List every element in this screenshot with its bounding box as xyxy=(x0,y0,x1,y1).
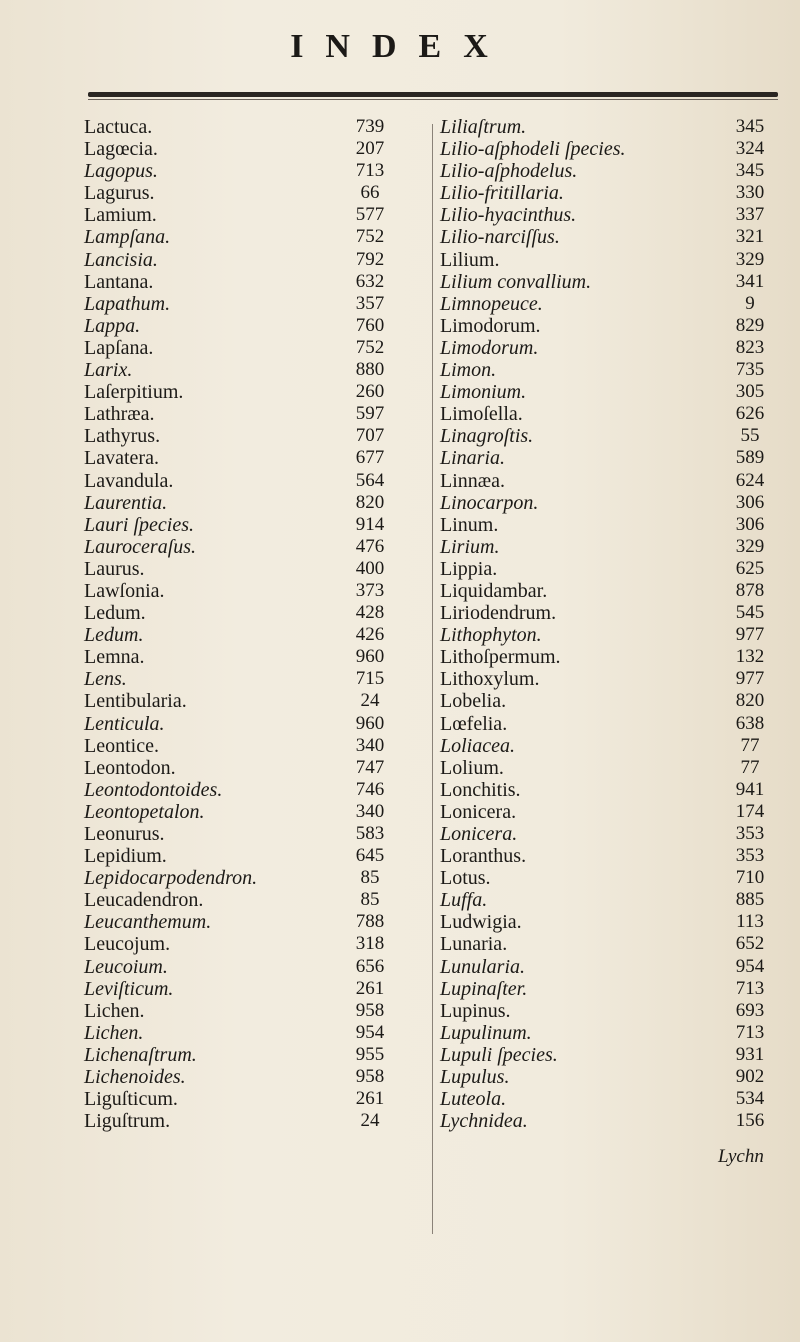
index-term: Lupulinum. xyxy=(440,1021,532,1044)
page-number: 792 xyxy=(355,248,385,270)
page-number: 583 xyxy=(355,823,385,844)
page-number: 713 xyxy=(735,977,765,999)
index-entry xyxy=(440,182,780,204)
index-entry xyxy=(84,1000,426,1022)
page-number: 330 xyxy=(735,182,765,204)
index-term: Leontopetalon. xyxy=(84,800,205,823)
index-term: Lichen. xyxy=(84,999,145,1022)
index-entry xyxy=(440,713,780,735)
index-term: Liriodendrum. xyxy=(440,602,557,625)
index-entry xyxy=(84,337,426,359)
index-term: Lappa. xyxy=(84,314,141,337)
index-entry xyxy=(84,271,426,293)
index-term: Lagopus. xyxy=(84,160,158,183)
index-term: Lilio-hyacinthus. xyxy=(440,204,577,227)
index-entry xyxy=(84,823,426,845)
index-term: Lauroceraſus. xyxy=(84,535,197,558)
page-number: 710 xyxy=(735,867,765,889)
page-number: 958 xyxy=(355,999,385,1021)
index-entry xyxy=(440,536,780,558)
page-number: 977 xyxy=(735,624,765,646)
index-term: Liguſtrum. xyxy=(84,1110,171,1133)
page-number: 305 xyxy=(735,381,765,403)
page-number: 747 xyxy=(355,756,385,778)
index-entry xyxy=(84,138,426,160)
index-entry xyxy=(440,1088,780,1110)
index-entry xyxy=(84,978,426,1000)
header-rule xyxy=(88,92,778,97)
index-term: Lemna. xyxy=(84,646,145,669)
index-entry xyxy=(84,779,426,801)
index-term: Lathyrus. xyxy=(84,425,161,448)
index-entry xyxy=(84,933,426,955)
index-entry xyxy=(84,735,426,757)
index-entry xyxy=(84,315,426,337)
page-number: 353 xyxy=(735,823,765,844)
index-term: Lirium. xyxy=(440,535,500,558)
index-term: Leontice. xyxy=(84,734,159,757)
page-number: 329 xyxy=(735,248,765,270)
index-entry xyxy=(440,558,780,580)
index-term: Loranthus. xyxy=(440,845,527,868)
index-entry xyxy=(84,1110,426,1132)
index-entry xyxy=(440,492,780,514)
index-term: Lichen. xyxy=(84,1021,144,1044)
page-number: 345 xyxy=(735,116,765,137)
page-number: 589 xyxy=(735,447,765,469)
index-entry xyxy=(440,226,780,248)
index-entry xyxy=(440,867,780,889)
index-term: Lawſonia. xyxy=(84,579,165,602)
index-term: Lonicera. xyxy=(440,800,517,823)
page-number: 113 xyxy=(736,911,764,933)
index-term: Lolium. xyxy=(440,756,504,779)
index-entry xyxy=(440,337,780,359)
page-number: 337 xyxy=(735,204,765,226)
page-number: 400 xyxy=(355,557,385,579)
index-entry xyxy=(84,1088,426,1110)
page-number: 9 xyxy=(745,292,755,314)
index-term: Lilium. xyxy=(440,248,500,271)
index-term: Lilio-narciſſus. xyxy=(440,226,560,249)
index-term: Loliacea. xyxy=(440,734,515,757)
index-term: Lentibularia. xyxy=(84,690,187,713)
page-number: 329 xyxy=(735,535,765,557)
page-number: 954 xyxy=(355,1021,385,1043)
index-term: Lepidium. xyxy=(84,845,167,868)
page-number: 823 xyxy=(735,336,765,358)
page-number: 931 xyxy=(735,1043,765,1065)
index-term: Linnæa. xyxy=(440,469,505,492)
page-number: 820 xyxy=(355,491,385,513)
page-number: 624 xyxy=(735,469,765,491)
page-number: 428 xyxy=(355,602,385,624)
index-term: Lantana. xyxy=(84,270,154,293)
page-number: 656 xyxy=(355,955,385,977)
index-term: Lathræa. xyxy=(84,403,155,426)
index-entry xyxy=(440,668,780,690)
index-entry xyxy=(84,1044,426,1066)
index-term: Lichenaſtrum. xyxy=(84,1043,197,1066)
page-number: 373 xyxy=(355,579,385,601)
page-number: 357 xyxy=(355,292,385,314)
index-entry xyxy=(440,624,780,646)
index-term: Limon. xyxy=(440,359,497,382)
index-term: Leucojum. xyxy=(84,933,171,956)
index-entry xyxy=(84,1022,426,1044)
page-number: 713 xyxy=(735,1021,765,1043)
index-entry xyxy=(84,558,426,580)
index-term: Lonchitis. xyxy=(440,778,521,801)
index-term: Limoſella. xyxy=(440,403,523,426)
index-entry xyxy=(440,160,780,182)
index-term: Ledum. xyxy=(84,624,144,647)
index-term: Leucanthemum. xyxy=(84,911,212,934)
page-number: 306 xyxy=(735,513,765,535)
index-term: Lithoſpermum. xyxy=(440,646,561,669)
index-entry xyxy=(440,116,780,138)
index-entry xyxy=(84,1066,426,1088)
index-term: Lithoxylum. xyxy=(440,668,540,691)
page-number: 760 xyxy=(355,314,385,336)
index-term: Lilium convallium. xyxy=(440,270,592,293)
page-number: 324 xyxy=(735,138,765,160)
index-entry xyxy=(84,690,426,712)
index-entry xyxy=(440,1066,780,1088)
page-number: 24 xyxy=(360,1110,380,1132)
index-entry xyxy=(440,447,780,469)
index-entry xyxy=(440,933,780,955)
index-entry xyxy=(84,646,426,668)
index-term: Lactuca. xyxy=(84,116,153,138)
index-term: Liguſticum. xyxy=(84,1088,178,1111)
index-term: Lithophyton. xyxy=(440,624,542,647)
index-entry xyxy=(440,911,780,933)
index-term: Limonium. xyxy=(440,381,527,404)
page-title: INDEX xyxy=(290,28,510,65)
page-number: 426 xyxy=(355,624,385,646)
index-term: Lilio-aſphodelus. xyxy=(440,160,578,183)
index-entry xyxy=(84,492,426,514)
index-entry xyxy=(84,116,426,138)
index-entry xyxy=(84,911,426,933)
index-entry xyxy=(84,447,426,469)
page-number: 788 xyxy=(355,911,385,933)
page-number: 652 xyxy=(735,933,765,955)
index-entry xyxy=(84,867,426,889)
page-number: 260 xyxy=(355,381,385,403)
page-number: 960 xyxy=(355,646,385,668)
page-number: 340 xyxy=(355,800,385,822)
page-number: 564 xyxy=(355,469,385,491)
page-number: 977 xyxy=(735,668,765,690)
index-term: Lupinus. xyxy=(440,999,511,1022)
index-term: Lotus. xyxy=(440,867,491,890)
index-term: Lampſana. xyxy=(84,226,171,249)
page-number: 340 xyxy=(355,734,385,756)
index-term: Lupuli ſpecies. xyxy=(440,1043,558,1066)
page-number: 545 xyxy=(735,602,765,624)
index-term: Larix. xyxy=(84,359,133,382)
index-term: Lonicera. xyxy=(440,823,518,845)
index-term: Lupulus. xyxy=(440,1066,510,1089)
index-entry xyxy=(440,646,780,668)
index-term: Ledum. xyxy=(84,602,146,625)
index-term: Laurus. xyxy=(84,557,145,580)
index-entry xyxy=(440,1000,780,1022)
index-term: Liquidambar. xyxy=(440,579,548,602)
page-number: 960 xyxy=(355,712,385,734)
index-term: Lunaria. xyxy=(440,933,508,956)
index-entry xyxy=(84,359,426,381)
index-entry xyxy=(84,249,426,271)
index-entry xyxy=(440,425,780,447)
index-term: Lauri ſpecies. xyxy=(84,513,194,536)
index-term: Luteola. xyxy=(440,1088,507,1111)
index-entry xyxy=(440,845,780,867)
page-number: 645 xyxy=(355,845,385,867)
page-number: 156 xyxy=(735,1110,765,1132)
index-entry xyxy=(84,668,426,690)
index-entry xyxy=(440,470,780,492)
index-term: Lippia. xyxy=(440,557,498,580)
index-term: Lapathum. xyxy=(84,292,171,315)
index-entry xyxy=(84,381,426,403)
index-entry xyxy=(84,580,426,602)
page-number: 707 xyxy=(355,425,385,447)
page-number: 24 xyxy=(360,690,380,712)
index-term: Leviſticum. xyxy=(84,977,174,1000)
index-entry xyxy=(440,580,780,602)
index-term: Linaria. xyxy=(440,447,506,470)
index-entry xyxy=(84,757,426,779)
index-entry xyxy=(84,226,426,248)
index-entry xyxy=(440,978,780,1000)
index-entry xyxy=(84,470,426,492)
index-term: Lepidocarpodendron. xyxy=(84,867,258,890)
index-term: Lavatera. xyxy=(84,447,159,470)
index-entry xyxy=(84,845,426,867)
index-entry xyxy=(440,823,780,845)
index-entry xyxy=(440,1110,780,1132)
index-entry xyxy=(84,602,426,624)
index-term: Linocarpon. xyxy=(440,491,539,514)
page-number: 941 xyxy=(735,778,765,800)
index-entry xyxy=(84,713,426,735)
index-term: Limodorum. xyxy=(440,314,541,337)
index-entry xyxy=(440,381,780,403)
page-number: 341 xyxy=(735,270,765,292)
index-term: Liliaſtrum. xyxy=(440,116,527,138)
page-number: 954 xyxy=(735,955,765,977)
index-entry xyxy=(84,182,426,204)
index-entry xyxy=(440,735,780,757)
page-number: 577 xyxy=(355,204,385,226)
index-entry xyxy=(440,779,780,801)
catchword: Lychn xyxy=(718,1146,764,1167)
index-entry xyxy=(440,359,780,381)
page-number: 715 xyxy=(355,668,385,690)
index-entry xyxy=(84,956,426,978)
page-number: 955 xyxy=(355,1043,385,1065)
page-number: 958 xyxy=(355,1066,385,1088)
index-term: Leontodon. xyxy=(84,756,176,779)
index-term: Leonurus. xyxy=(84,823,165,845)
index-entry xyxy=(84,536,426,558)
column-divider xyxy=(432,124,433,1234)
page-number: 752 xyxy=(355,226,385,248)
page-number: 677 xyxy=(355,447,385,469)
page-number: 638 xyxy=(735,712,765,734)
index-term: Lobelia. xyxy=(440,690,507,713)
page-number: 735 xyxy=(735,359,765,381)
index-entry xyxy=(440,514,780,536)
page-number: 174 xyxy=(735,800,765,822)
page-number: 752 xyxy=(355,336,385,358)
index-term: Laſerpitium. xyxy=(84,381,184,404)
index-term: Lenticula. xyxy=(84,712,165,735)
index-term: Lichenoides. xyxy=(84,1066,186,1089)
page-number: 55 xyxy=(740,425,760,447)
index-entry xyxy=(440,271,780,293)
page-number: 880 xyxy=(355,359,385,381)
index-entry xyxy=(440,602,780,624)
page-number: 625 xyxy=(735,557,765,579)
index-term: Lancisia. xyxy=(84,248,158,271)
index-term: Lupinaſter. xyxy=(440,977,528,1000)
page-number: 321 xyxy=(735,226,765,248)
index-term: Lamium. xyxy=(84,204,157,227)
index-term: Laurentia. xyxy=(84,491,168,514)
page-number: 713 xyxy=(355,160,385,182)
index-term: Lychnidea. xyxy=(440,1110,528,1133)
index-entry xyxy=(84,624,426,646)
index-term: Lilio-aſphodeli ſpecies. xyxy=(440,138,626,161)
right-index-column xyxy=(440,116,780,1132)
page-number: 693 xyxy=(735,999,765,1021)
index-entry xyxy=(440,757,780,779)
index-term: Lunularia. xyxy=(440,955,526,978)
index-term: Limodorum. xyxy=(440,336,539,359)
index-term: Lapſana. xyxy=(84,336,154,359)
index-entry xyxy=(440,1022,780,1044)
index-entry xyxy=(440,1044,780,1066)
page-number: 345 xyxy=(735,160,765,182)
index-entry xyxy=(440,138,780,160)
page-number: 77 xyxy=(740,734,760,756)
page-number: 597 xyxy=(355,403,385,425)
page-number: 632 xyxy=(355,270,385,292)
index-entry xyxy=(84,889,426,911)
page-number: 85 xyxy=(360,889,380,911)
page-number: 829 xyxy=(735,314,765,336)
index-term: Luffa. xyxy=(440,889,488,912)
index-entry xyxy=(440,249,780,271)
page-number: 746 xyxy=(355,778,385,800)
index-entry xyxy=(440,956,780,978)
page-number: 820 xyxy=(735,690,765,712)
index-term: Leucoium. xyxy=(84,955,168,978)
index-term: Lagœcia. xyxy=(84,138,158,161)
index-entry xyxy=(84,160,426,182)
index-entry xyxy=(84,204,426,226)
page-number: 85 xyxy=(360,867,380,889)
index-term: Leucadendron. xyxy=(84,889,204,912)
page-number: 66 xyxy=(360,182,380,204)
index-term: Lens. xyxy=(84,668,127,691)
page-number: 353 xyxy=(735,845,765,867)
index-term: Ludwigia. xyxy=(440,911,522,934)
header-rule-thin xyxy=(88,99,778,100)
index-entry xyxy=(440,315,780,337)
index-entry xyxy=(440,690,780,712)
index-entry xyxy=(84,801,426,823)
page-number: 885 xyxy=(735,889,765,911)
index-entry xyxy=(84,514,426,536)
index-entry xyxy=(84,403,426,425)
index-entry xyxy=(440,204,780,226)
index-term: Lagurus. xyxy=(84,182,155,205)
index-entry xyxy=(440,293,780,315)
page-number: 306 xyxy=(735,491,765,513)
page-number: 77 xyxy=(740,756,760,778)
page-number: 261 xyxy=(355,1088,385,1110)
page-number: 914 xyxy=(355,513,385,535)
index-entry xyxy=(84,425,426,447)
left-index-column xyxy=(84,116,426,1132)
index-term: Linagroſtis. xyxy=(440,425,534,448)
page-number: 739 xyxy=(355,116,385,137)
page-number: 261 xyxy=(355,977,385,999)
index-entry xyxy=(440,889,780,911)
index-term: Linum. xyxy=(440,513,499,536)
index-term: Limnopeuce. xyxy=(440,292,543,315)
page-number: 476 xyxy=(355,535,385,557)
page-number: 534 xyxy=(735,1088,765,1110)
index-term: Lœfelia. xyxy=(440,712,508,735)
index-term: Leontodontoides. xyxy=(84,778,223,801)
page-number: 207 xyxy=(355,138,385,160)
index-entry xyxy=(440,403,780,425)
page-number: 878 xyxy=(735,579,765,601)
index-entry xyxy=(440,801,780,823)
index-entry xyxy=(84,293,426,315)
index-term: Lavandula. xyxy=(84,469,174,492)
index-term: Lilio-fritillaria. xyxy=(440,182,564,205)
page-number: 318 xyxy=(355,933,385,955)
page-number: 902 xyxy=(735,1066,765,1088)
page-number: 626 xyxy=(735,403,765,425)
page-number: 132 xyxy=(735,646,765,668)
